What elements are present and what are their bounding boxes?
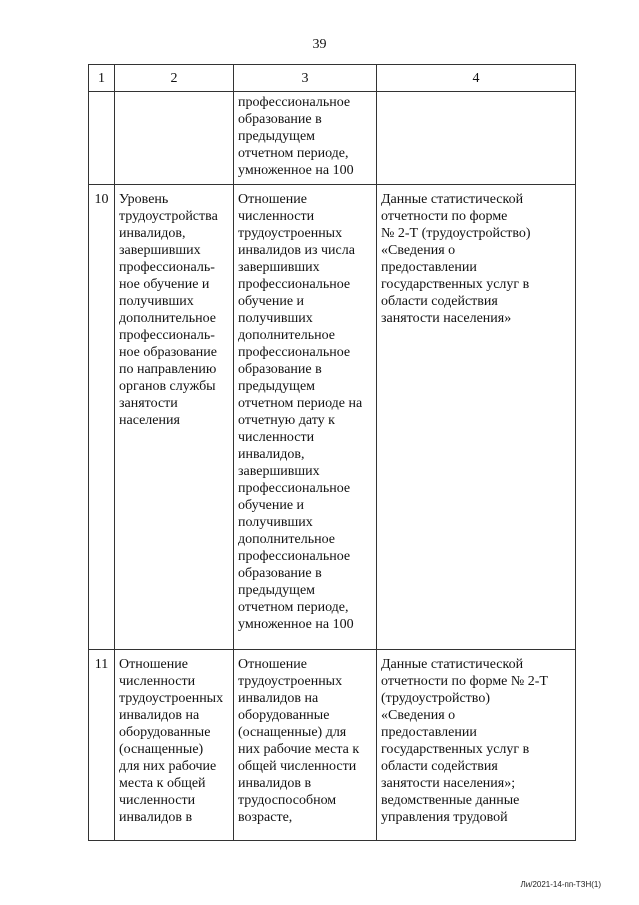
indicator-formula: профессиональное образование в предыдущем отчетном периоде, умноженное на 100 [234, 92, 377, 185]
indicator-name: Уровень трудоустройства инвалидов, завершивших профессиональ- ное обучение и получивших дополнительное профессиональ- ное образование по направлению органов службы занятости населения [115, 185, 234, 650]
row-number: 10 [89, 185, 115, 650]
indicator-formula: Отношение численности трудоустроенных инвалидов из числа завершивших профессиональное обучение и получивших дополнительное профессиональное образование в предыдущем отчетном периоде на отчетную дату к численности инвалидов, завершивших профессиональное обучение и получивших дополнительное профессиональное образование в предыдущем отчетном периоде, умноженное на 100 [234, 185, 377, 650]
indicator-formula: Отношение трудоустроенных инвалидов на оборудованные (оснащенные) для них рабочие места к общей численности инвалидов в трудоспособном возрасте, [234, 650, 377, 841]
column-header-1: 1 [89, 65, 115, 92]
column-header-2: 2 [115, 65, 234, 92]
indicator-name: Отношение численности трудоустроенных инвалидов на оборудованные (оснащенные) для них рабочие места к общей численности инвалидов в [115, 650, 234, 841]
row-number [89, 92, 115, 185]
table-header-row [89, 65, 576, 92]
table-row [89, 185, 576, 650]
column-header-4: 4 [377, 65, 576, 92]
column-header-3: 3 [234, 65, 377, 92]
indicator-table [88, 64, 576, 841]
table-row [89, 650, 576, 841]
indicator-name [115, 92, 234, 185]
indicator-source: Данные статистической отчетности по форме № 2-Т (трудоустройство) «Сведения о предоставлении государственных услуг в области содействия занятости населения» [377, 185, 576, 650]
document-code: Ли/2021-14-пп-ТЗН(1) [520, 880, 601, 889]
table-row [89, 92, 576, 185]
indicator-source [377, 92, 576, 185]
indicator-source: Данные статистической отчетности по форме № 2-Т (трудоустройство) «Сведения о предоставлении государственных услуг в области содействия занятости населения»; ведомственные данные управления трудовой [377, 650, 576, 841]
row-number: 11 [89, 650, 115, 841]
page-number: 39 [312, 37, 327, 52]
